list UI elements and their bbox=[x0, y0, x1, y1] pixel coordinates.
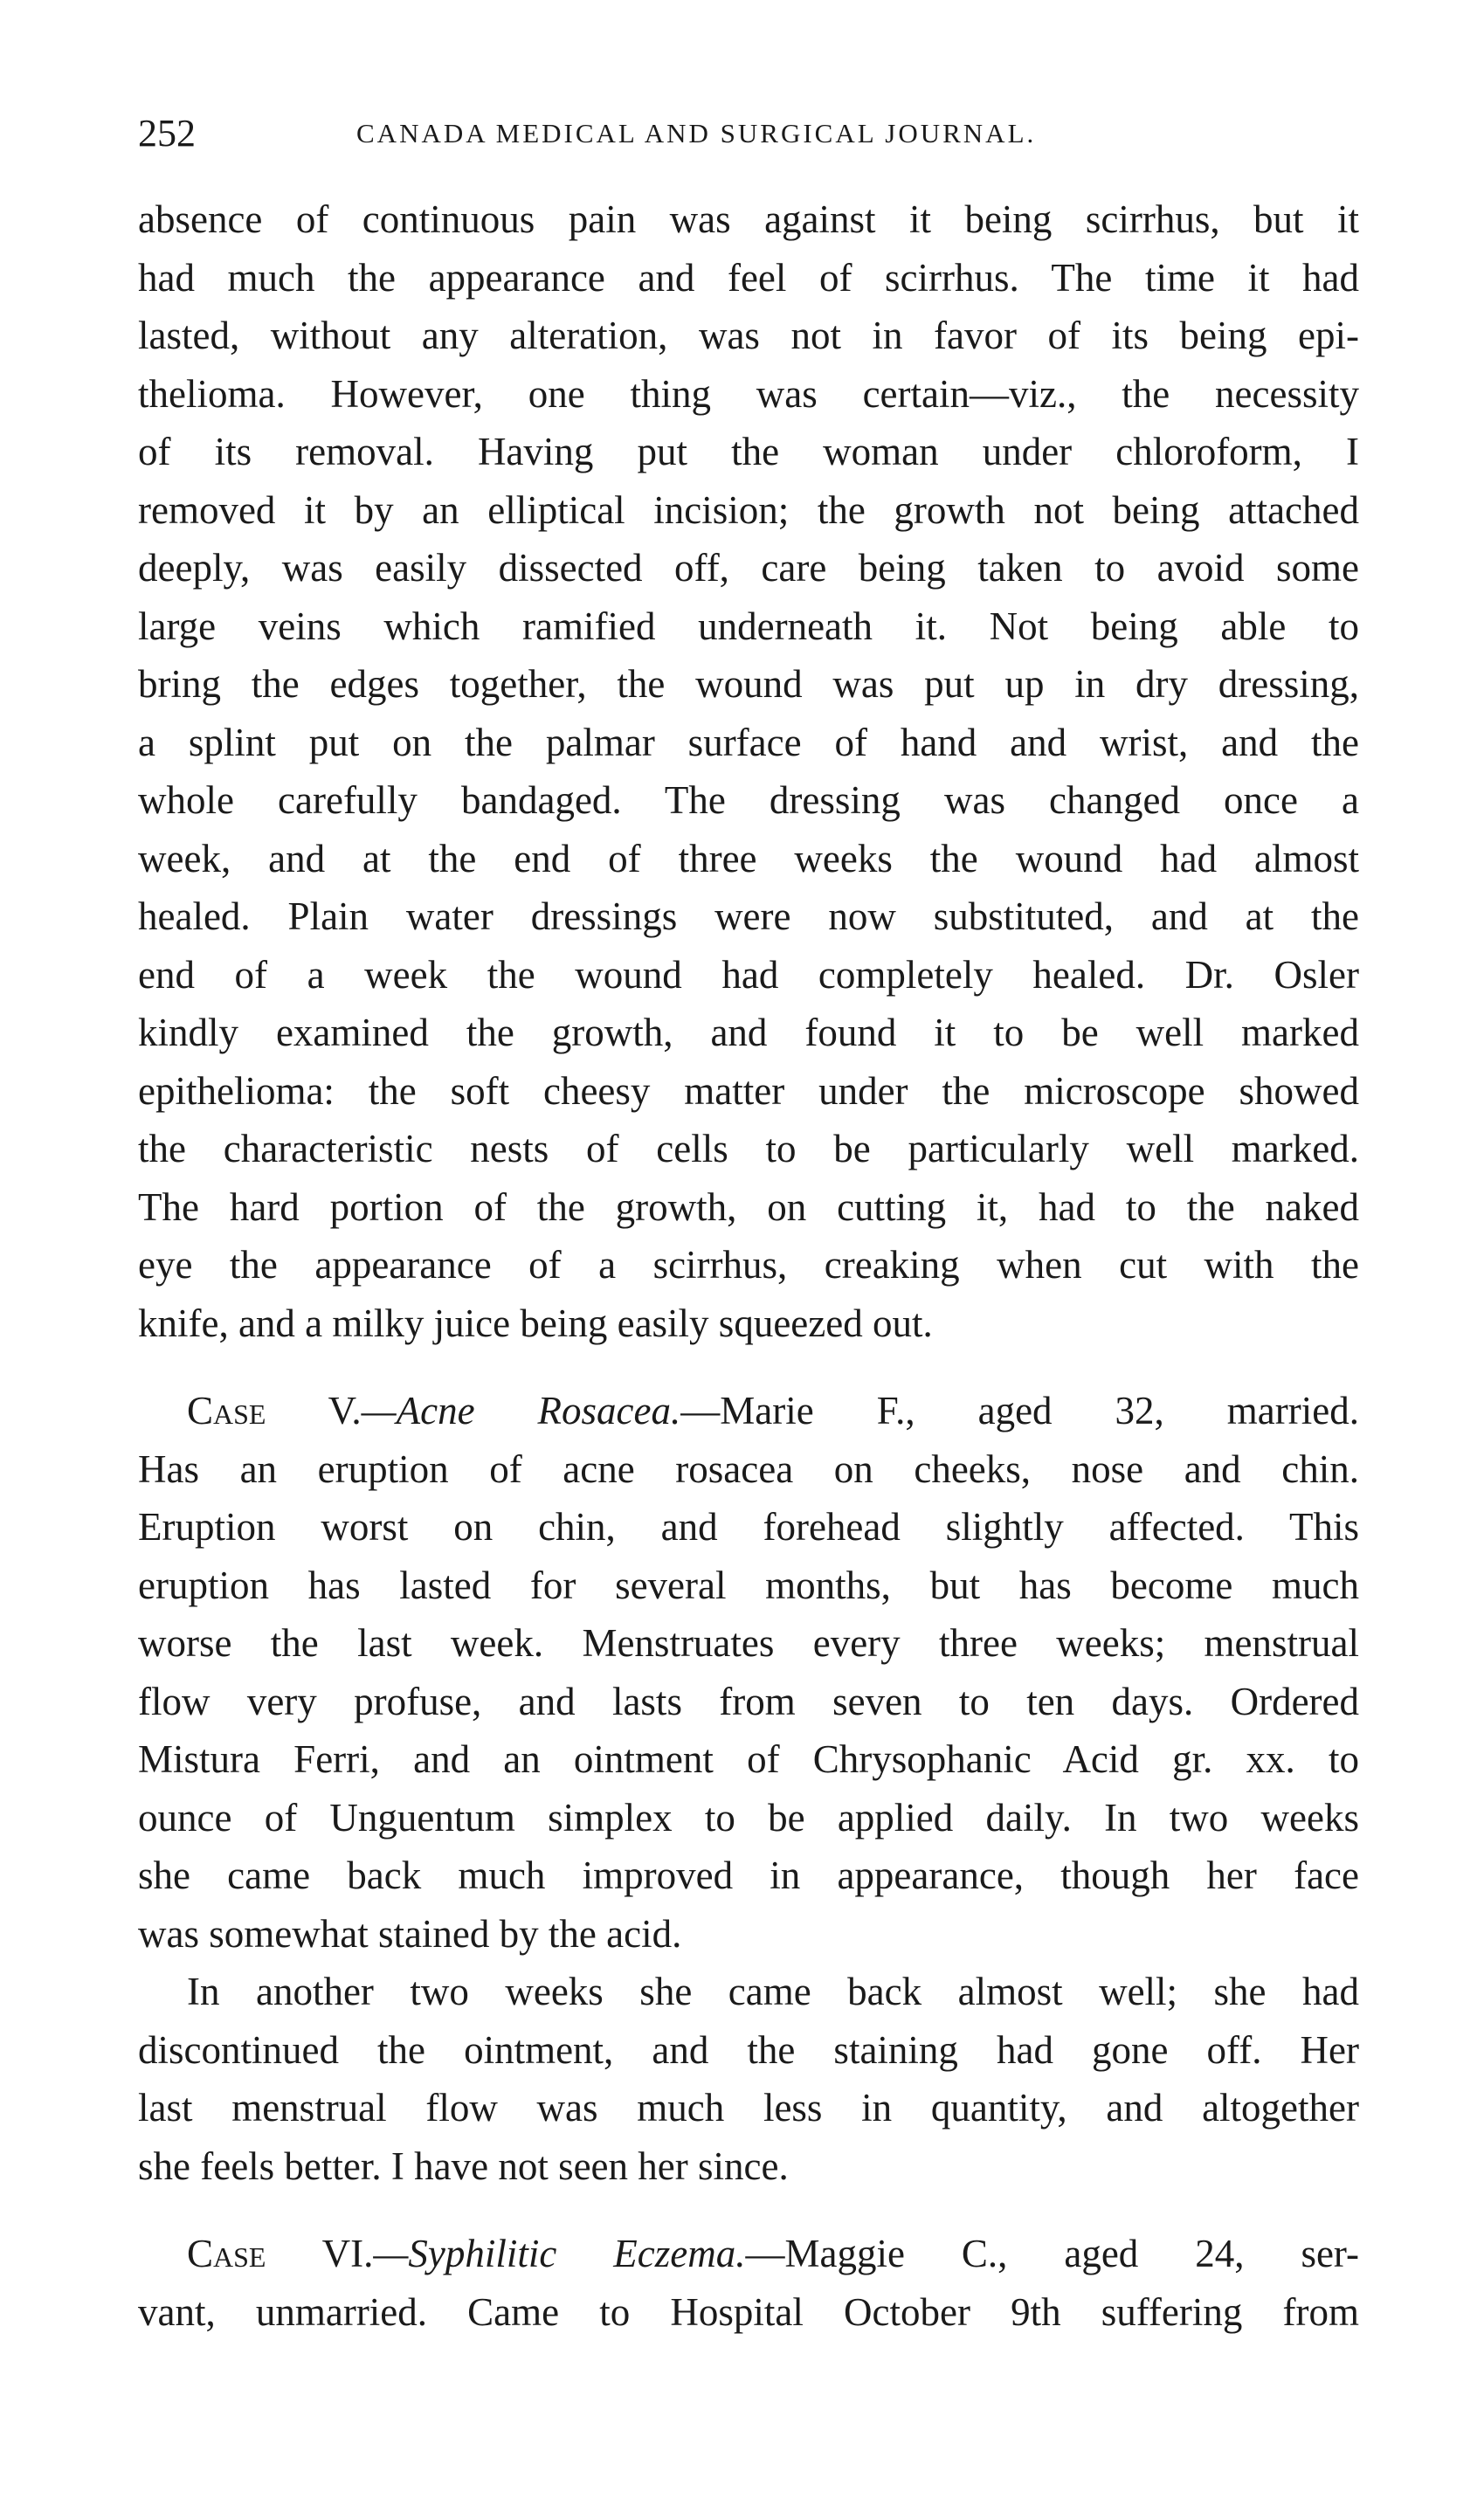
body-text bbox=[138, 190, 1359, 2341]
text-line: whole carefully bandaged. The dressing was changed once a bbox=[138, 778, 1359, 822]
paragraph-gap bbox=[138, 1352, 1359, 1382]
text-line: The hard portion of the growth, on cutting it, had to the naked bbox=[138, 1184, 1359, 1229]
case-heading-line bbox=[138, 1382, 1359, 1440]
text-line: healed. Plain water dressings were now substituted, and at the bbox=[138, 894, 1359, 938]
case-label: Case V. bbox=[187, 1389, 362, 1432]
text-line: week, and at the end of three weeks the wound had almost bbox=[138, 836, 1359, 880]
case-title: —Syphilitic Eczema. bbox=[373, 2232, 746, 2275]
text-line: lasted, without any alteration, was not in favor of its being epi- bbox=[138, 314, 1359, 357]
text-line: bring the edges together, the wound was put up in dry dressing, bbox=[138, 662, 1359, 706]
case-title: —Acne Rosacea. bbox=[361, 1389, 681, 1432]
case-vi-paragraph bbox=[138, 2225, 1359, 2341]
text-line: worse the last week. Menstruates every three weeks; menstrual bbox=[138, 1621, 1359, 1665]
text-line: was somewhat stained by the acid. bbox=[138, 1911, 682, 1956]
text-line: had much the appearance and feel of scirrhus. The time it had bbox=[138, 255, 1359, 300]
text-line: kindly examined the growth, and found it to be well marked bbox=[138, 1011, 1359, 1054]
page-header bbox=[138, 103, 1359, 164]
text-line: large veins which ramified underneath it. Not being able to bbox=[138, 604, 1359, 648]
text-line: deeply, was easily dissected off, care being taken to avoid some bbox=[138, 546, 1359, 590]
case-heading-line bbox=[138, 2225, 1359, 2283]
running-head: CANADA MEDICAL AND SURGICAL JOURNAL. bbox=[356, 118, 1037, 148]
text-line: ounce of Unguentum simplex to be applied daily. In two weeks bbox=[138, 1795, 1359, 1840]
text-line: eye the appearance of a scirrhus, creaking when cut with the bbox=[138, 1243, 1359, 1287]
case-label: Case VI. bbox=[187, 2232, 374, 2275]
text-line: thelioma. However, one thing was certain—viz., the necessity bbox=[138, 371, 1359, 416]
paragraph-gap bbox=[138, 2195, 1359, 2225]
text-line: absence of continuous pain was against it being scirrhus, but it bbox=[138, 197, 1359, 241]
text-line: In another two weeks she came back almost well; she had bbox=[187, 1970, 1359, 2013]
text-line: Mistura Ferri, and an ointment of Chrysophanic Acid gr. xx. to bbox=[138, 1737, 1359, 1781]
text-line: she feels better. I have not seen her since. bbox=[138, 2143, 789, 2188]
text-line: epithelioma: the soft cheesy matter under the microscope showed bbox=[138, 1068, 1359, 1113]
text-line: end of a week the wound had completely healed. Dr. Osler bbox=[138, 952, 1359, 997]
text-line: eruption has lasted for several months, but has become much bbox=[138, 1563, 1359, 1607]
text-line: a splint put on the palmar surface of hand and wrist, and the bbox=[138, 720, 1359, 764]
case-intro: —Maggie C., aged 24, ser- bbox=[745, 2232, 1359, 2275]
text-line: removed it by an elliptical incision; the growth not being attached bbox=[138, 487, 1359, 532]
text-line: discontinued the ointment, and the staining had gone off. Her bbox=[138, 2027, 1359, 2072]
case-intro: —Marie F., aged 32, married. bbox=[680, 1389, 1359, 1432]
page-number: 252 bbox=[138, 112, 196, 155]
paragraph-1 bbox=[138, 190, 1359, 1352]
text-line: she came back much improved in appearance, though her face bbox=[138, 1854, 1359, 1897]
paragraph-3 bbox=[138, 1963, 1359, 2195]
text-line: the characteristic nests of cells to be particularly well marked. bbox=[138, 1127, 1359, 1170]
text-line: knife, and a milky juice being easily squeezed out. bbox=[138, 1301, 933, 1345]
text-line: flow very profuse, and lasts from seven to ten days. Ordered bbox=[138, 1679, 1359, 1723]
text-line: Eruption worst on chin, and forehead slightly affected. This bbox=[138, 1505, 1359, 1549]
text-line: of its removal. Having put the woman under chloroform, I bbox=[138, 430, 1359, 473]
case-v-paragraph bbox=[138, 1382, 1359, 1963]
text-line: last menstrual flow was much less in quantity, and altogether bbox=[138, 2086, 1359, 2130]
text-line: Has an eruption of acne rosacea on cheeks, nose and chin. bbox=[138, 1446, 1359, 1491]
text-line: vant, unmarried. Came to Hospital October 9th suffering from bbox=[138, 2289, 1359, 2334]
